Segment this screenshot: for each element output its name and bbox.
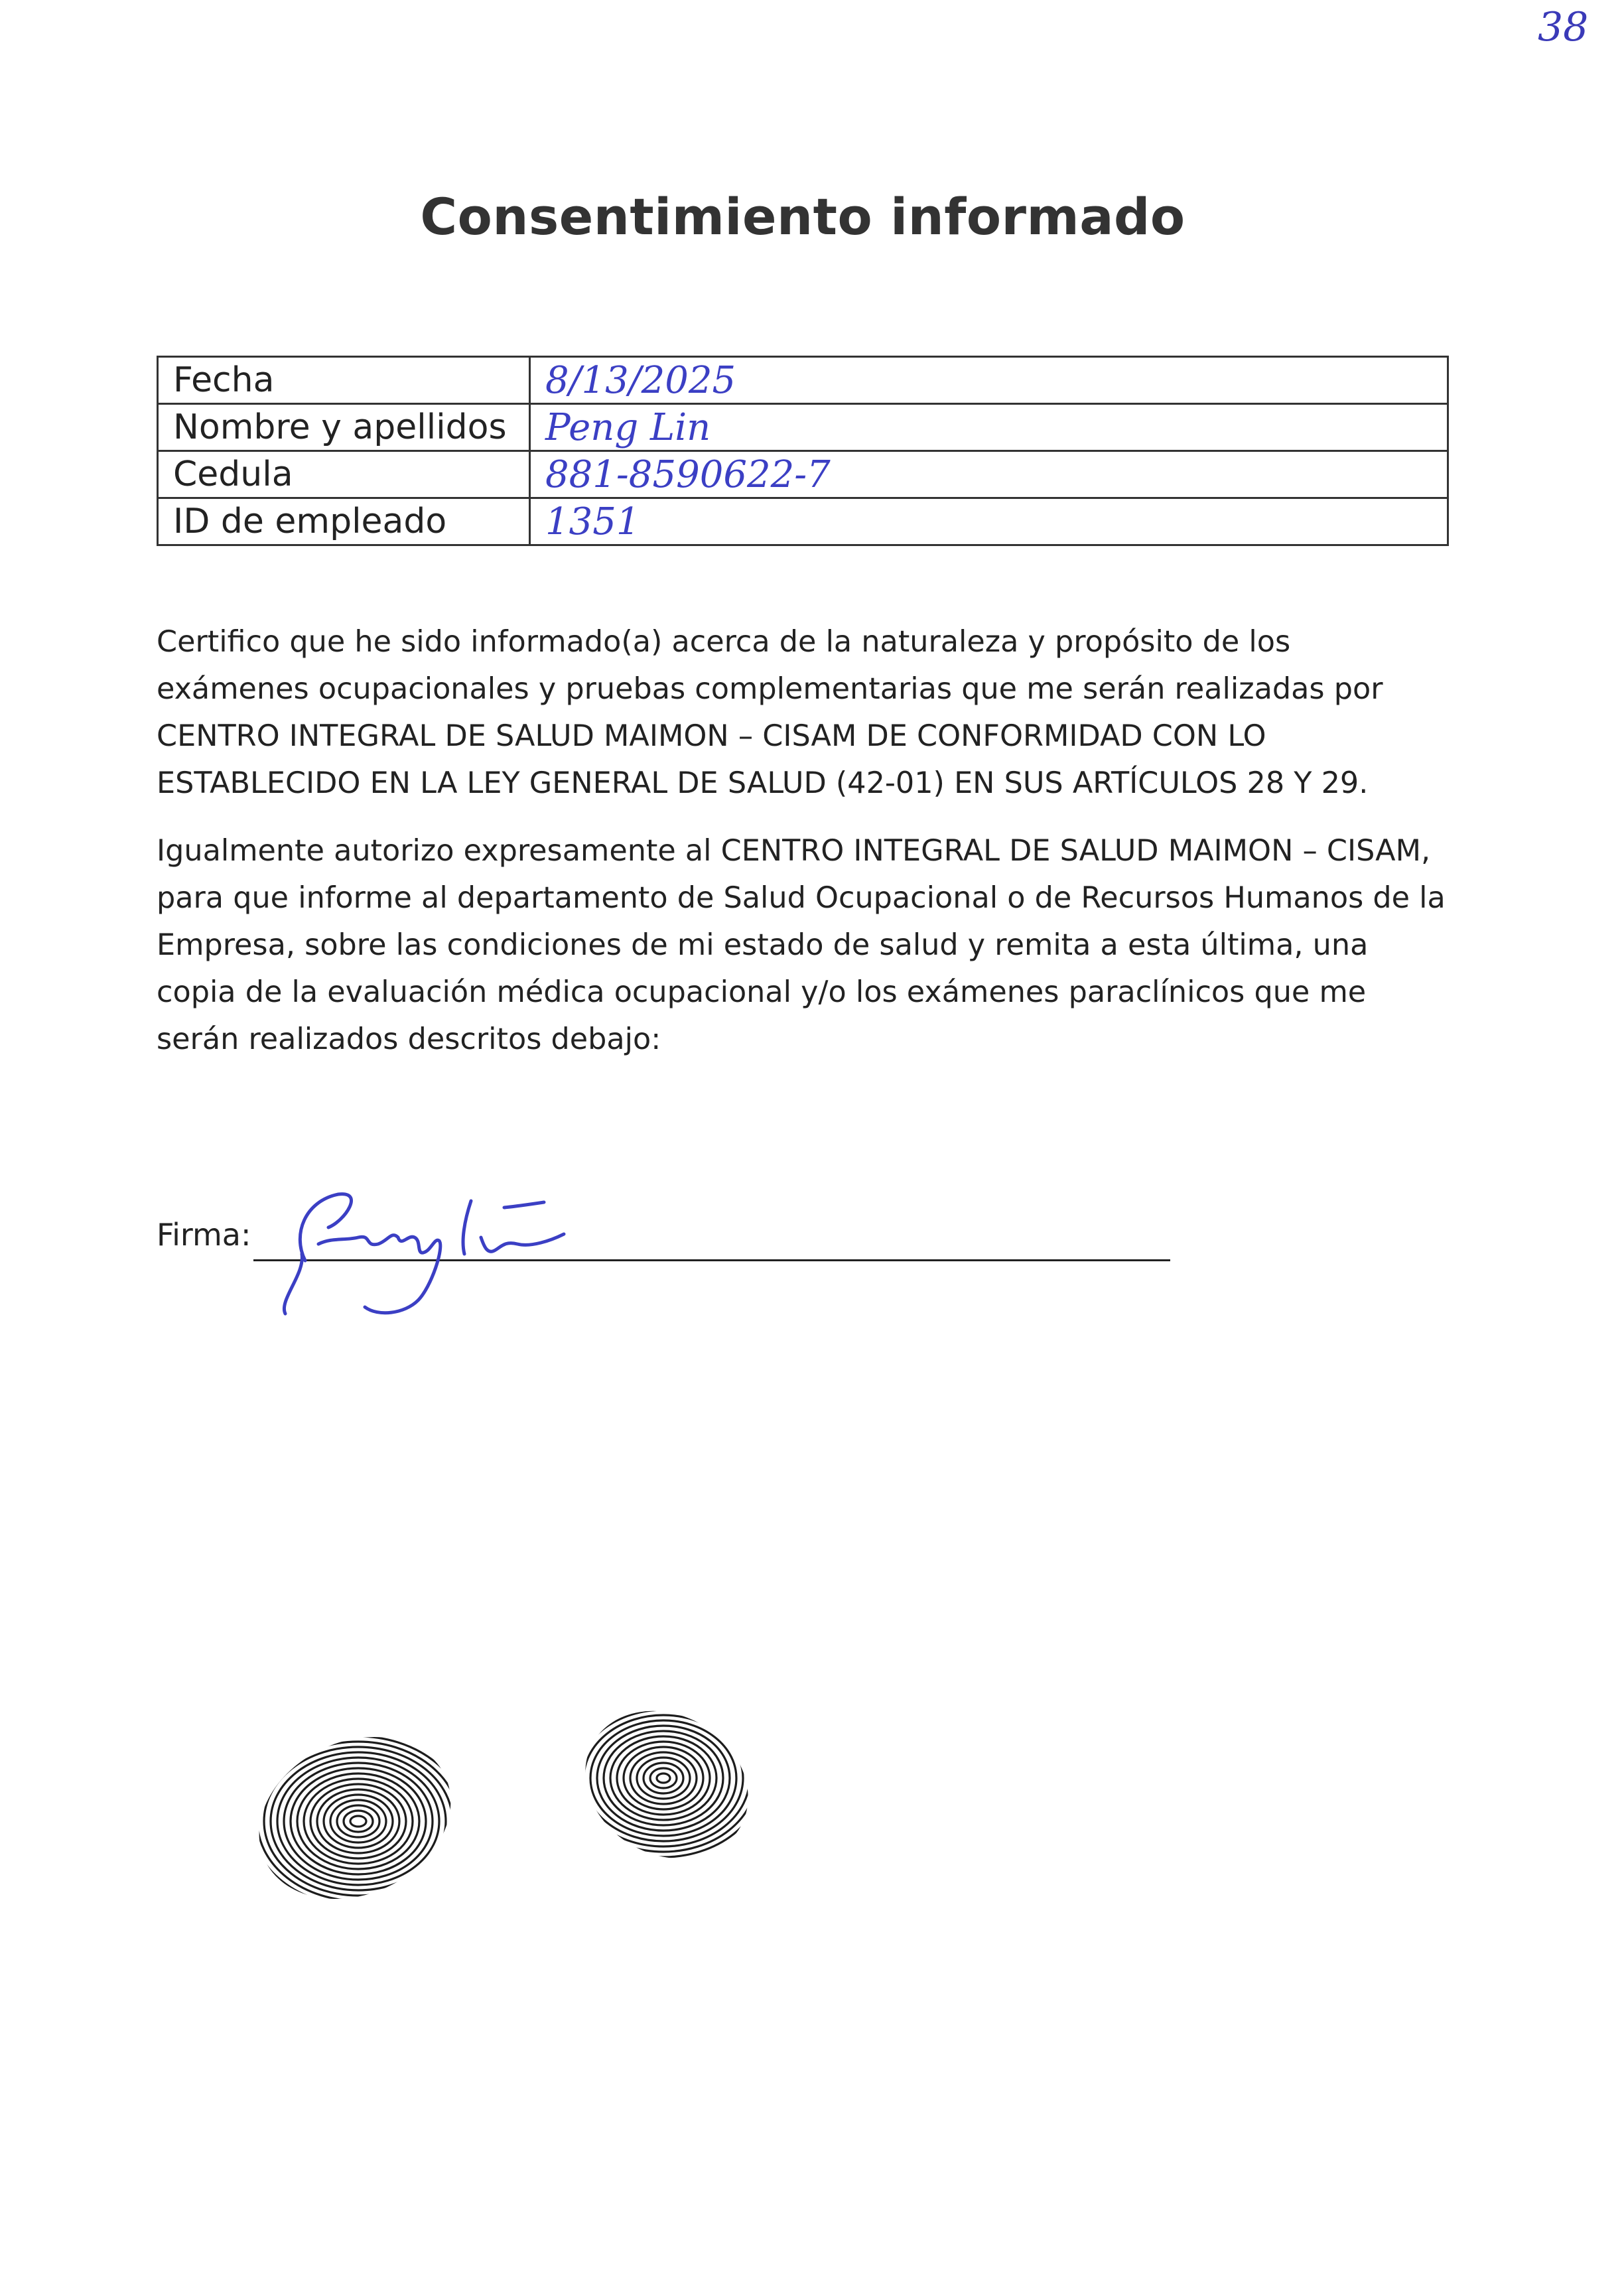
table-row [158, 451, 1448, 498]
firma-label: Firma: [157, 1217, 251, 1253]
nombre-label: Nombre y apellidos [158, 404, 530, 451]
signature-icon [265, 1174, 584, 1327]
cedula-label: Cedula [158, 451, 530, 498]
page-title: Consentimiento informado [420, 187, 1185, 246]
table-row [158, 357, 1448, 404]
table-row [158, 498, 1448, 545]
fecha-label: Fecha [158, 357, 530, 404]
page-number: 38 [1538, 4, 1589, 50]
fingerprint-icon [564, 1692, 770, 1878]
id-empleado-label: ID de empleado [158, 498, 530, 545]
authorization-paragraph: Igualmente autorizo expresamente al CENTRO INTEGRAL DE SALUD MAIMON – CISAM, para que informe al departamento de Salud Ocupacional o de Recursos Humanos de la Empresa, sobre las condiciones de mi estado de salud y remita a esta última, una copia de la evaluación médica ocupacional y/o los exámenes paraclínicos que me serán realizados descritos debajo: [157, 834, 1446, 1056]
fingerprint-icon [239, 1718, 471, 1917]
nombre-value: Peng Lin [530, 404, 1448, 451]
table-row [158, 404, 1448, 451]
fecha-value: 8/13/2025 [530, 357, 1448, 404]
certification-paragraph: Certifico que he sido informado(a) acerca de la naturaleza y propósito de los exámenes ocupacionales y pruebas complementarias que me serán realizadas por CENTRO INTEGRAL DE SALUD MAIMON – CISAM DE CONFORMIDAD CON LO ESTABLECIDO EN LA LEY GENERAL DE SALUD (42-01) EN SUS ARTÍCULOS 28 Y 29. [157, 625, 1383, 800]
info-table [157, 356, 1449, 546]
id-empleado-value: 1351 [530, 498, 1448, 545]
cedula-value: 881-8590622-7 [530, 451, 1448, 498]
